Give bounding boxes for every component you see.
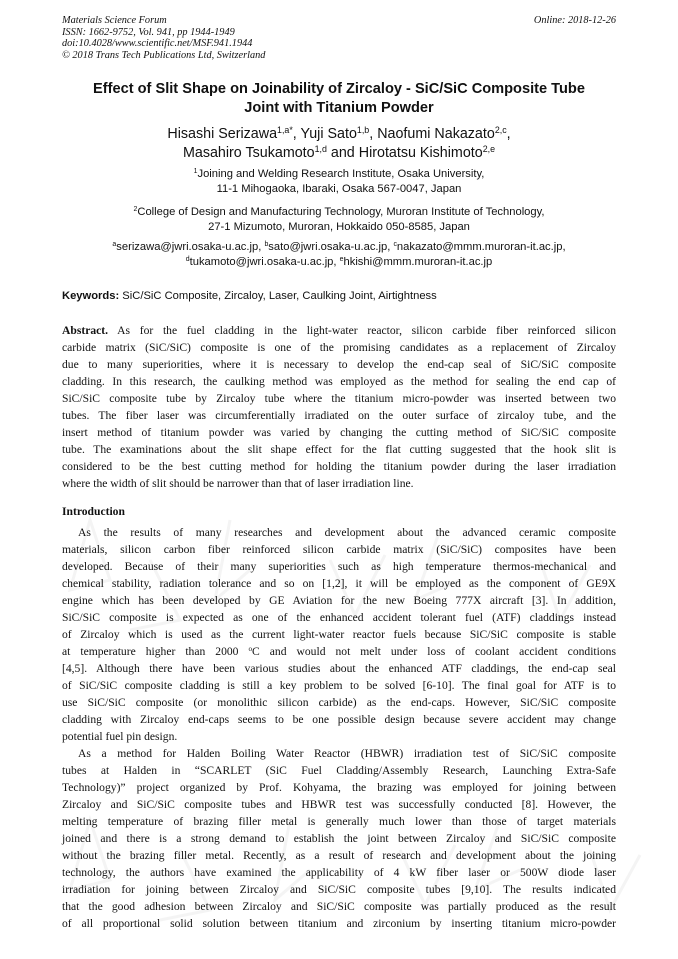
abstract-line: where the width of slit should be narrower than that of laser irradiation line.: [62, 477, 414, 490]
author-name: Hisashi Serizawa: [167, 126, 278, 142]
email-list: [60, 240, 618, 269]
abstract-line: carbide matrix (SiC/SiC) composite is one of the promising candidates as a replacement of Zircaloy: [62, 341, 616, 354]
email-e[interactable]: hkishi@mmm.muroran-it.ac.jp: [343, 255, 493, 268]
email-sup: e: [339, 255, 344, 263]
affiliation-sup: 1: [193, 168, 198, 176]
email-line-1: [60, 240, 618, 255]
body-line: engine which has been developed by GE Aviation for the new Boeing 777X aircraft [3]. In addition,: [62, 594, 616, 607]
author-sep: ,: [506, 126, 511, 142]
email-sup: a: [112, 241, 117, 249]
author-sup: 1,a*: [277, 125, 293, 136]
author-name: Masahiro Tsukamoto: [182, 145, 315, 161]
author-name: Hirotatsu Kishimoto: [358, 145, 483, 161]
keywords: [62, 290, 437, 302]
author-list: [60, 125, 618, 163]
author-line-1: [60, 125, 618, 144]
author-and: and: [326, 145, 359, 161]
section-heading-introduction: Introduction: [62, 505, 125, 518]
affiliation-text: Joining and Welding Research Institute, Osaka University,: [197, 168, 485, 180]
body-line: without the brazing filler metal. Recently, as a result of research and development about the joining: [62, 849, 616, 862]
body-line: materials, silicon carbon fiber reinforced silicon carbide matrix (SiC/SiC) composites have been: [62, 543, 616, 556]
abstract-line: SiC/SiC composite tube by Zircaloy tube where the titanium micro-powder was inserted between two: [62, 392, 616, 405]
issn: ISSN: 1662-9752, Vol. 941, pp 1944-1949: [62, 26, 235, 38]
email-a[interactable]: serizawa@jwri.osaka-u.ac.jp,: [116, 241, 262, 253]
body-line: potential fuel pin design.: [62, 730, 178, 743]
abstract-line: [62, 324, 616, 337]
author-sup: 1,b: [356, 125, 370, 136]
body-line: As a method for Halden Boiling Water Reactor (HBWR) irradiation test of SiC/SiC composite: [78, 747, 616, 760]
body-line: of all proportional solid solution between titanium and zirconium by inserting titanium micro-powder: [62, 917, 616, 930]
email-line-2: [60, 255, 618, 270]
body-line: tubes at Halden in “SCARLET (SiC Fuel Cladding/Assembly Research, Launching Extra-Safe: [62, 764, 616, 777]
body-line: use SiC/SiC composite (or monolithic silicon carbide) as the end-caps. However, SiC/SiC composite: [62, 696, 616, 709]
copyright: © 2018 Trans Tech Publications Ltd, Switzerland: [62, 49, 266, 61]
affiliation-text: College of Design and Manufacturing Technology, Muroran Institute of Technology,: [137, 206, 545, 218]
body-text: C and would not melt under loss of coolant accident conditions: [252, 645, 616, 658]
title-line-1: Effect of Slit Shape on Joinability of Zircaloy - SiC/SiC Composite Tube: [93, 81, 585, 97]
author-sep: ,: [369, 126, 378, 142]
author-sep: ,: [292, 126, 301, 142]
body-line: [4,5]. Although there have been various studies about the enhanced ATF claddings, the end-cap seal: [62, 662, 616, 675]
body-line: of Zircaloy which is used as the current light-water reactor fuels because SiC/SiC composite is stable: [62, 628, 616, 641]
abstract-line: tube. The examinations about the slit shape effect for the flat cutting suggested that the hook slit is: [62, 443, 616, 456]
abstract-line: due to many superiorities, where it is necessary to develop the end-cap seal of SiC/SiC composite: [62, 358, 616, 371]
affiliation-2-line-1: [60, 205, 618, 220]
author-sup: 2,e: [482, 144, 496, 155]
abstract-text: As for the fuel cladding in the light-water reactor, silicon carbide fiber reinforced silicon: [108, 324, 616, 337]
affiliation-2-line-2: 27-1 Mizumoto, Muroran, Hokkaido 050-8585, Japan: [208, 220, 470, 233]
journal-header: [62, 15, 265, 61]
keywords-text: SiC/SiC Composite, Zircaloy, Laser, Caulking Joint, Airtightness: [119, 290, 437, 302]
body-line: that the good adhesion between Zircaloy and SiC/SiC composite was partially produced as the result: [62, 900, 616, 913]
abstract-label: Abstract.: [62, 324, 109, 337]
email-sup: c: [393, 241, 397, 249]
body-line: cladding with Zircaloy end-caps seems to be one possible design because severe accident may change: [62, 713, 616, 726]
author-name: Yuji Sato: [300, 126, 357, 142]
body-line: developed. Because of their many superiorities such as high temperature thermos-mechanical and: [62, 560, 616, 573]
body-line: of SiC/SiC composite cladding is still a key problem to be solved [6-10]. The final goal for ATF is to: [62, 679, 616, 692]
email-b[interactable]: sato@jwri.osaka-u.ac.jp,: [268, 241, 391, 253]
body-line: Technology)” project organized by Prof. Kohyama, the brazing was employed for joining between: [62, 781, 616, 794]
author-name: Naofumi Nakazato: [377, 126, 495, 142]
body-line: melting temperature of brazing filler metal is generally much lower than those of target materials: [62, 815, 616, 828]
email-sup: b: [264, 241, 269, 249]
journal-name: Materials Science Forum: [62, 15, 167, 26]
author-line-2: [60, 144, 618, 163]
doi: doi:10.4028/www.scientific.net/MSF.941.1944: [62, 38, 253, 50]
affiliation-sup: 2: [133, 206, 138, 214]
title-line-2: Joint with Titanium Powder: [244, 100, 434, 116]
body-line: joined and there is a strong demand to establish the joint between Zircaloy and SiC/SiC composite: [62, 832, 616, 845]
body-text: at temperature higher than 2000: [62, 645, 249, 658]
degree-sup: o: [248, 645, 253, 654]
author-sup: 2,c: [494, 125, 507, 136]
affiliation-2: [60, 205, 618, 234]
abstract-line: insert method of titanium powder was varied by changing the cutting method of SiC/SiC composite: [62, 426, 616, 439]
body-line: Zircaloy and SiC/SiC composite tubes and HBWR test was successfully conducted [8]. However, the: [62, 798, 616, 811]
author-sup: 1,d: [314, 144, 327, 155]
online-date: Online: 2018-12-26: [533, 15, 616, 26]
keywords-label: Keywords:: [62, 290, 120, 302]
body-line: chemical stability, radiation tolerance and so on [1,2], it will be employed as the component of GE9X: [62, 577, 616, 590]
abstract-line: considered to be the best cutting method for holding the titanium powder during the laser irradiation: [62, 460, 616, 473]
email-c[interactable]: nakazato@mmm.muroran-it.ac.jp,: [396, 241, 566, 253]
body-line: technology, the authors have examined the applicability of 4 kW fiber laser or 500W diode laser: [62, 866, 616, 879]
abstract-line: cladding. In this research, the caulking method was employed as the method for sealing the end cap of: [62, 375, 616, 388]
body-line: As the results of many researches and development about the advanced ceramic composite: [78, 526, 616, 539]
email-d[interactable]: tukamoto@jwri.osaka-u.ac.jp,: [189, 255, 337, 268]
paper-title: [60, 80, 618, 118]
body-line: irradiation for joining between Zircaloy and SiC/SiC composite tubes [9,10]. The results indicated: [62, 883, 616, 896]
abstract-line: tubes. The fiber laser was circumferentially irradiated on the outer surface of zircaloy tube, and the: [62, 409, 616, 422]
affiliation-1-line-2: 11-1 Mihogaoka, Ibaraki, Osaka 567-0047, Japan: [216, 182, 462, 195]
body-line: SiC/SiC composite is expected as one of the enhanced accident tolerant fuel (ATF) claddings instead: [62, 611, 616, 624]
email-sup: d: [185, 255, 190, 263]
body-line: [62, 645, 616, 658]
affiliation-1-line-1: [60, 167, 618, 182]
affiliation-1: [60, 167, 618, 196]
